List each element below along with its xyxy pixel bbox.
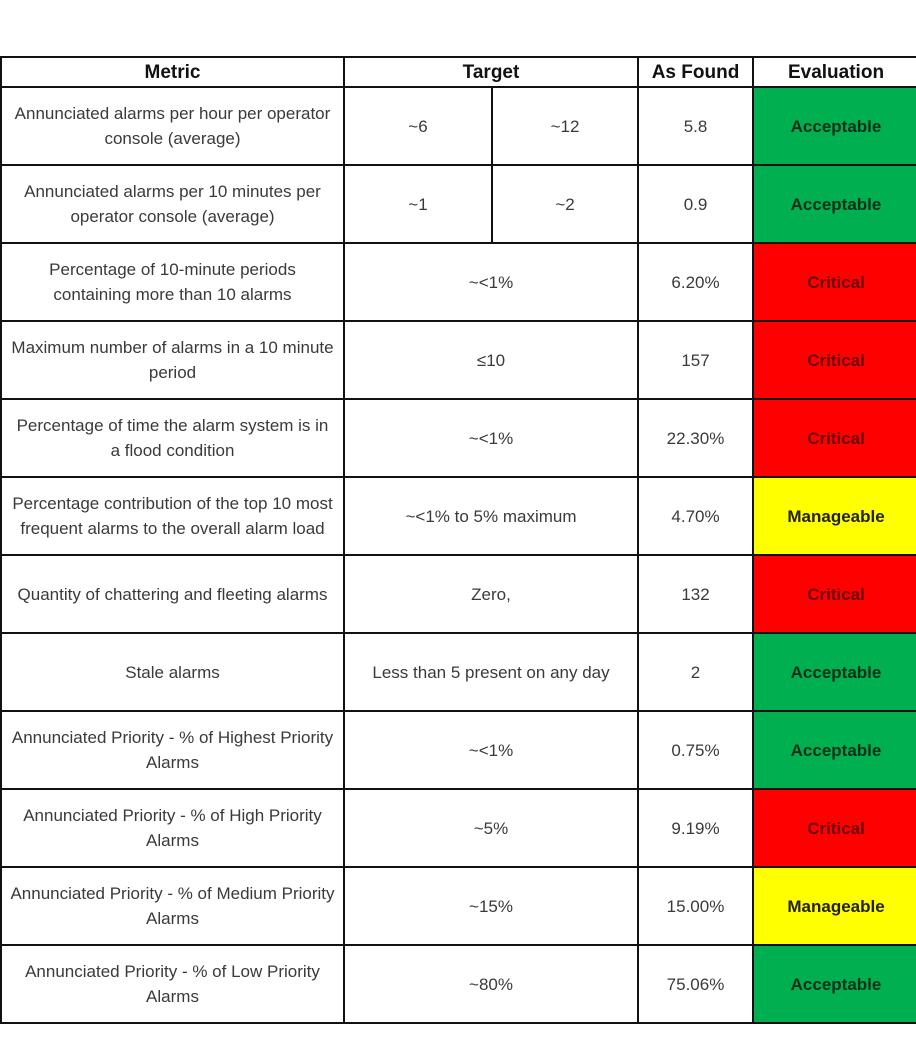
metric-cell: Annunciated alarms per 10 minutes per operator console (average) [1,165,344,243]
target-cell: ~<1% to 5% maximum [344,477,638,555]
table-row [1,945,916,1023]
as-found-cell: 22.30% [638,399,753,477]
table-row [1,165,916,243]
table-row [1,321,916,399]
table-row [1,867,916,945]
metric-cell: Stale alarms [1,633,344,711]
metric-cell: Annunciated Priority - % of Highest Priority Alarms [1,711,344,789]
table-row [1,633,916,711]
target-cell: Less than 5 present on any day [344,633,638,711]
metric-cell: Annunciated alarms per hour per operator console (average) [1,87,344,165]
target-cell: ~80% [344,945,638,1023]
metric-cell: Percentage of 10-minute periods containing more than 10 alarms [1,243,344,321]
table-row [1,399,916,477]
target-high-cell: ~2 [492,165,638,243]
evaluation-badge: Critical [753,399,916,477]
as-found-cell: 157 [638,321,753,399]
as-found-cell: 6.20% [638,243,753,321]
target-low-cell: ~1 [344,165,492,243]
evaluation-badge: Critical [753,243,916,321]
evaluation-badge: Critical [753,789,916,867]
target-low-cell: ~6 [344,87,492,165]
table-row [1,243,916,321]
metric-cell: Percentage contribution of the top 10 most frequent alarms to the overall alarm load [1,477,344,555]
as-found-cell: 5.8 [638,87,753,165]
as-found-cell: 4.70% [638,477,753,555]
target-cell: ≤10 [344,321,638,399]
evaluation-badge: Acceptable [753,87,916,165]
header-as-found: As Found [638,57,753,87]
alarm-kpi-table [0,56,916,1024]
as-found-cell: 2 [638,633,753,711]
target-cell: ~<1% [344,711,638,789]
target-cell: ~15% [344,867,638,945]
table-row [1,789,916,867]
metric-cell: Annunciated Priority - % of Medium Priority Alarms [1,867,344,945]
table-row [1,711,916,789]
evaluation-badge: Acceptable [753,711,916,789]
metric-cell: Annunciated Priority - % of High Priority Alarms [1,789,344,867]
header-evaluation: Evaluation [753,57,916,87]
as-found-cell: 15.00% [638,867,753,945]
as-found-cell: 0.75% [638,711,753,789]
table-row [1,87,916,165]
metric-cell: Annunciated Priority - % of Low Priority Alarms [1,945,344,1023]
evaluation-badge: Acceptable [753,165,916,243]
target-cell: ~<1% [344,243,638,321]
as-found-cell: 75.06% [638,945,753,1023]
target-cell: ~5% [344,789,638,867]
table-row [1,555,916,633]
metric-cell: Quantity of chattering and fleeting alarms [1,555,344,633]
header-target: Target [344,57,638,87]
evaluation-badge: Acceptable [753,633,916,711]
as-found-cell: 132 [638,555,753,633]
header-metric: Metric [1,57,344,87]
evaluation-badge: Manageable [753,867,916,945]
target-cell: ~<1% [344,399,638,477]
as-found-cell: 9.19% [638,789,753,867]
metric-cell: Percentage of time the alarm system is in a flood condition [1,399,344,477]
evaluation-badge: Acceptable [753,945,916,1023]
header-row [1,57,916,87]
target-cell: Zero, [344,555,638,633]
evaluation-badge: Critical [753,555,916,633]
table-row [1,477,916,555]
evaluation-badge: Critical [753,321,916,399]
as-found-cell: 0.9 [638,165,753,243]
target-high-cell: ~12 [492,87,638,165]
metric-cell: Maximum number of alarms in a 10 minute period [1,321,344,399]
evaluation-badge: Manageable [753,477,916,555]
